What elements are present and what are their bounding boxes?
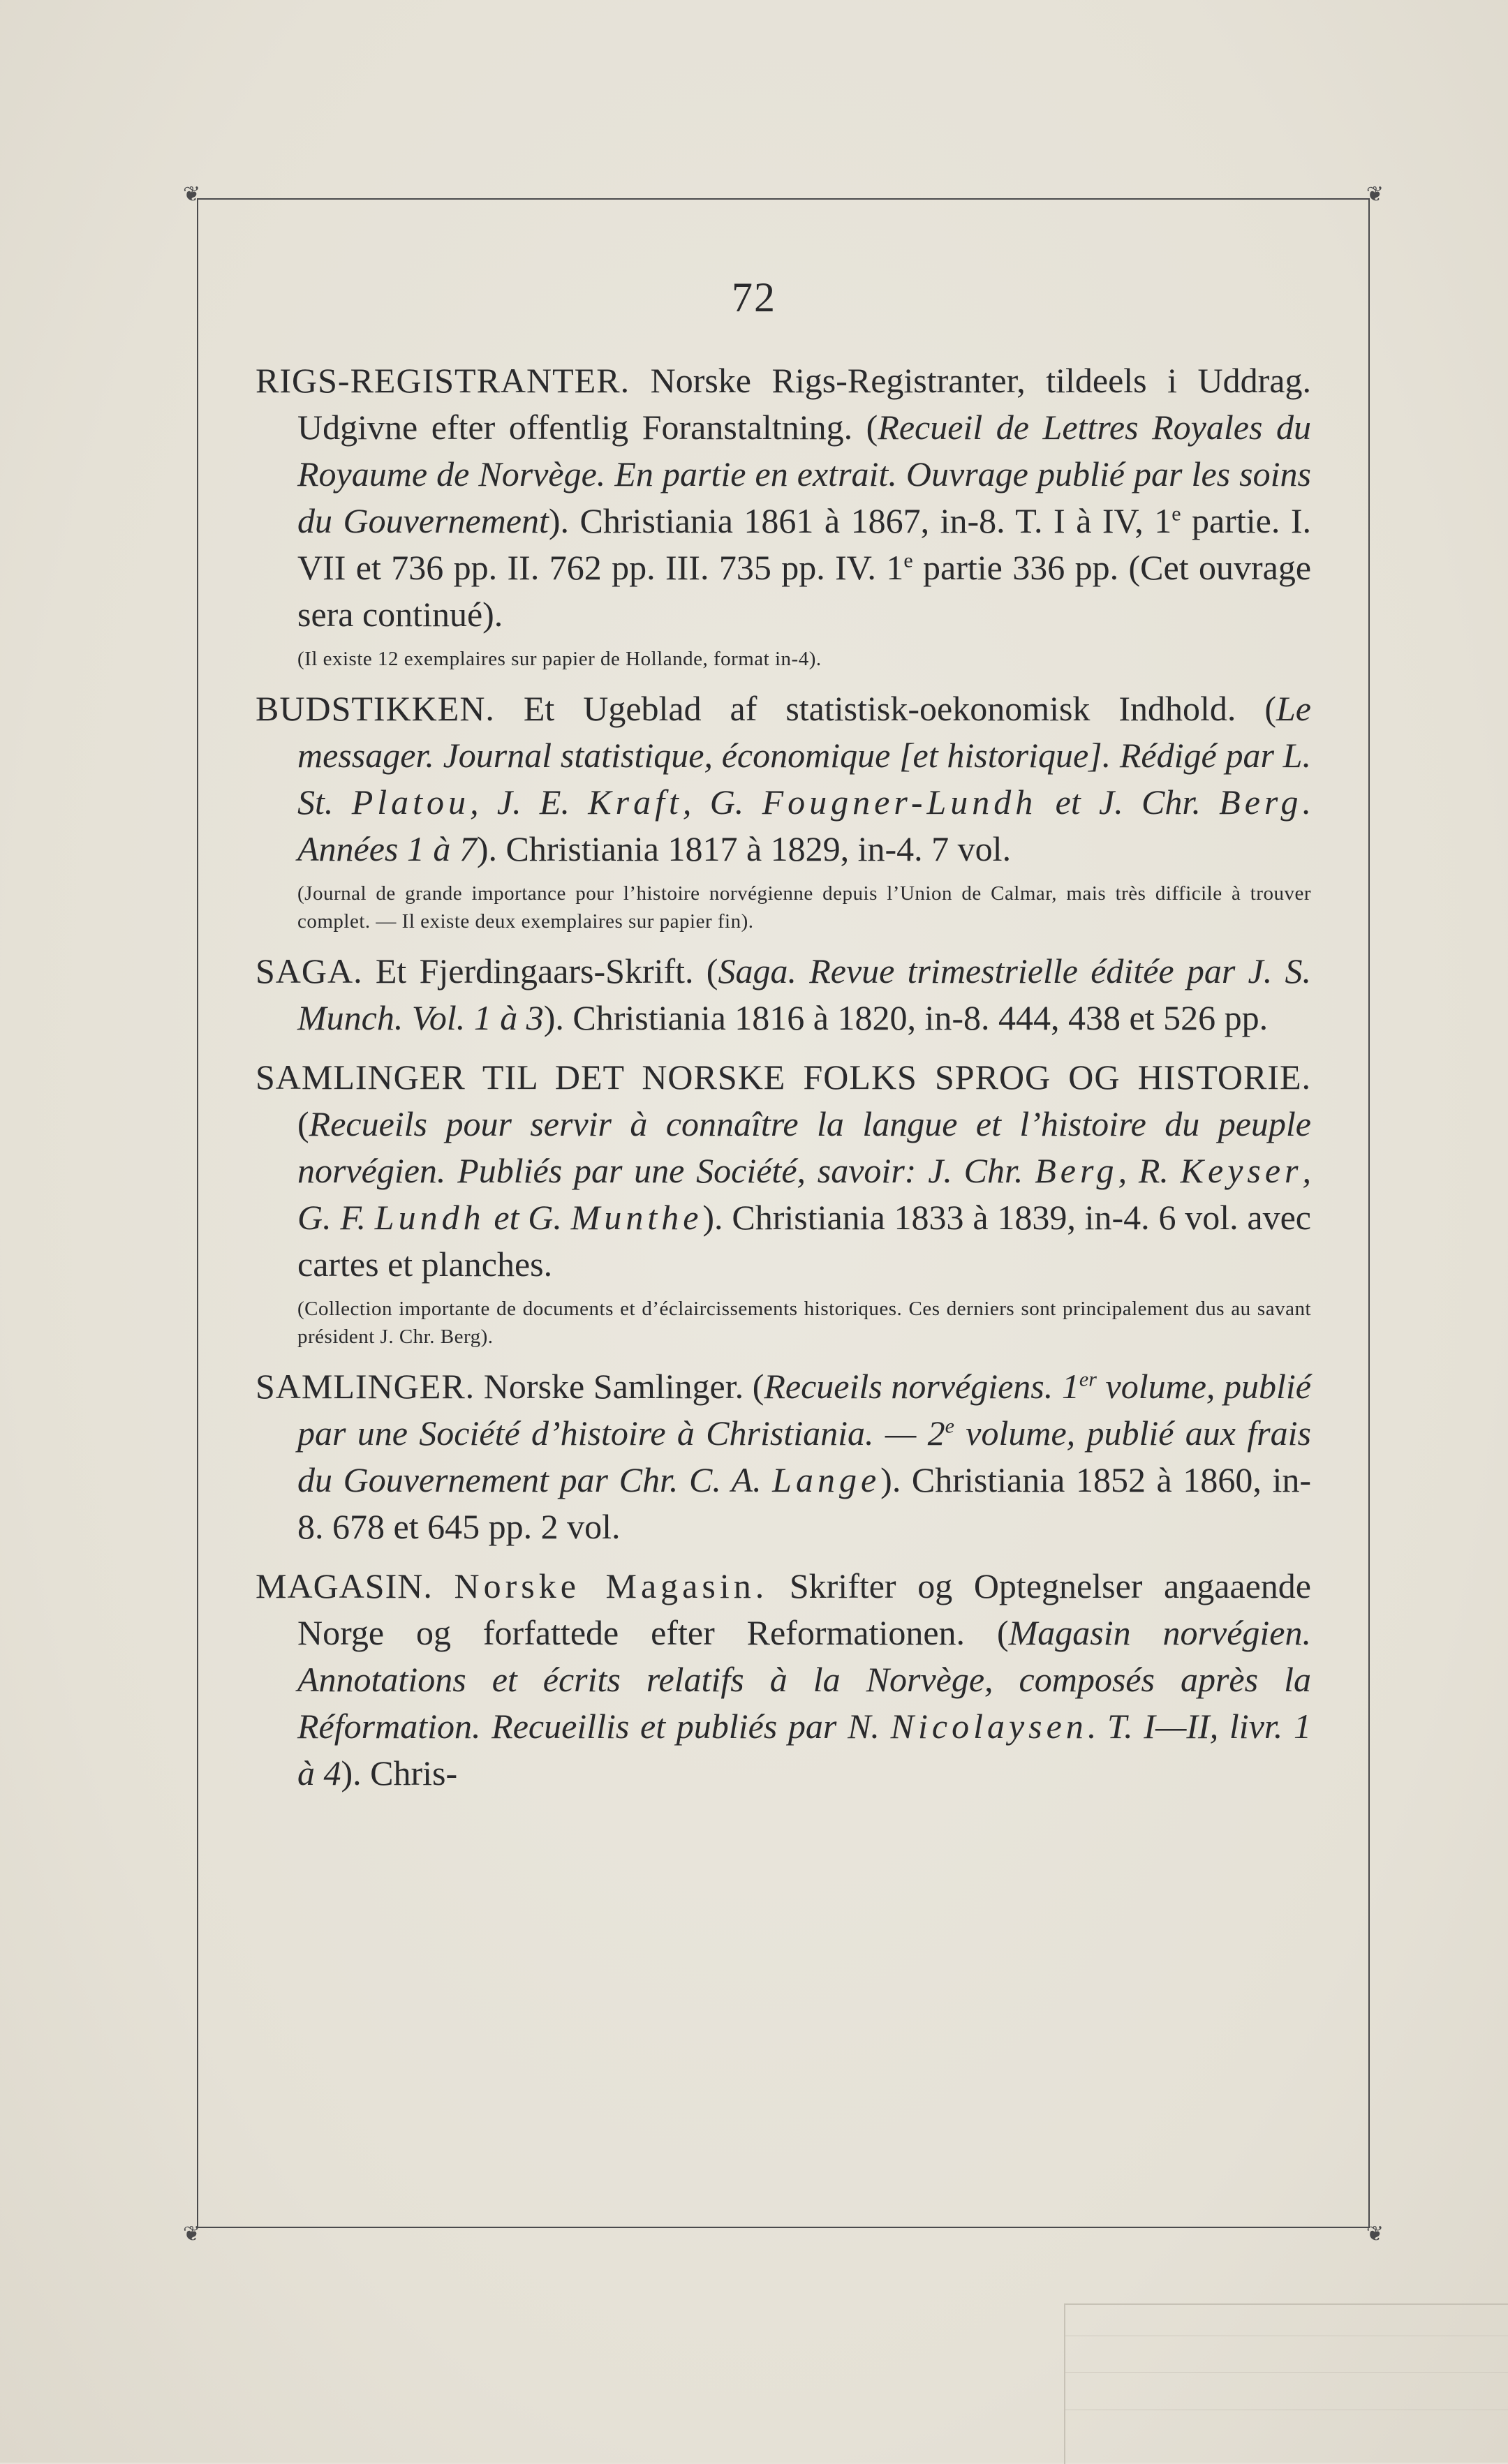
entry-text (256, 357, 1311, 638)
text-run: Skrifter og Optegnelser angaaende Norge og forfattede efter Reformationen. ( (297, 1566, 1311, 1652)
entry-norske-magasin (256, 1563, 1311, 1797)
text-run (433, 1566, 454, 1605)
entry-saga (256, 948, 1311, 1041)
text-run-spaced: Platou (351, 782, 471, 822)
text-run-italic: Le messager. Journal statistique, économique [et historique]. Rédigé par L. St. (297, 689, 1311, 822)
entry-heading: SAGA. (256, 951, 363, 990)
text-run-spaced: Lange (772, 1460, 881, 1499)
text-run-italic: Magasin norvégien. Annotations et écrits relatifs à la Norvège, composés après la Réformation. Recueillis et publiés par N. (297, 1613, 1311, 1746)
text-run: Norske Samlinger. ( (475, 1367, 764, 1406)
text-run: ). Christiania 1816 à 1820, in-8. 444, 438 et 526 pp. (543, 998, 1269, 1037)
text-run-spaced: Norske Magasin. (454, 1566, 769, 1605)
text-run-italic: . Années 1 à 7 (297, 782, 1311, 868)
entry-note: (Collection importante de documents et d’éclaircissements historiques. Ces derniers sont principalement dus au savant président J. Chr. Berg). (297, 1298, 1311, 1348)
corner-ornament-icon: ❦ (1366, 183, 1384, 206)
corner-ornament-icon: ❦ (183, 2222, 201, 2246)
superscript: e (945, 1414, 954, 1438)
text-run-italic: Recueil de Lettres Royales du Royaume de Norvège. En partie en extrait. Ouvrage publié par les soins du Gouvernement (297, 408, 1311, 540)
text-run-italic: volume, publié par une Société d’histoire à Christiania. — 2 (297, 1367, 1311, 1453)
text-run-italic: Recueils pour servir à connaître la langue et l’histoire du peuple norvégien. Publiés par une Société, savoir: J. Chr. (297, 1104, 1311, 1190)
text-run-italic: . T. I—II, livr. 1 à 4 (297, 1707, 1311, 1793)
text-run-italic: , G. (682, 782, 762, 822)
text-run: ). Chris- (341, 1753, 458, 1793)
text-run-spaced: Munthe (570, 1198, 703, 1237)
text-run-spaced: Nicolaysen (890, 1707, 1088, 1746)
page-number: 72 (732, 274, 776, 320)
corner-ornament-icon: ❦ (1366, 2222, 1384, 2246)
entry-note: (Journal de grande importance pour l’histoire norvégienne depuis l’Union de Calmar, mais très difficile à trouver complet. — Il existe deux exemplaires sur papier fin). (297, 882, 1311, 933)
text-run-spaced: Lundh (374, 1198, 485, 1237)
entry-heading: SAMLINGER TIL DET NORSKE FOLKS SPROG OG HISTORIE. (256, 1057, 1311, 1097)
superscript: er (1079, 1367, 1097, 1391)
text-run: Norske Rigs-Registranter, tildeels i Uddrag. Udgivne efter offentlig Foranstaltning. ( (297, 361, 1311, 447)
text-run-spaced: Keyser (1180, 1151, 1303, 1190)
text-run: ). Christiania 1833 à 1839, in-4. 6 vol. avec cartes et planches. (297, 1198, 1311, 1284)
text-run: ). Christiania 1852 à 1860, in-8. 678 et 645 pp. 2 vol. (297, 1460, 1311, 1546)
text-run-spaced: Kraft (588, 782, 683, 822)
text-run-spaced: Berg (1219, 782, 1303, 822)
entry-heading: SAMLINGER. (256, 1367, 475, 1406)
entry-text (256, 1363, 1311, 1550)
text-run: ( (297, 1104, 309, 1143)
text-run-italic: et J. Chr. (1037, 782, 1220, 822)
entry-text (256, 948, 1311, 1041)
bibliography-list (256, 357, 1311, 1809)
entry-heading: BUDSTIKKEN. (256, 689, 495, 728)
entry-rigs-registranter (256, 357, 1311, 673)
scan-label-box (1064, 2303, 1508, 2464)
text-run-italic: , R. (1118, 1151, 1181, 1190)
text-run-spaced: Fougner-Lundh (762, 782, 1037, 822)
text-run-italic: , G. F. (297, 1151, 1311, 1237)
superscript: e (903, 549, 913, 572)
text-run-italic: Recueils norvégiens. 1 (764, 1367, 1079, 1406)
entry-samlinger-til-det-norske (256, 1054, 1311, 1351)
superscript: e (1171, 502, 1181, 526)
text-run: ). Christiania 1861 à 1867, in-8. T. I à IV, 1 (548, 501, 1172, 540)
text-run-italic: , J. E. (470, 782, 589, 822)
text-run-italic: et G. (485, 1198, 571, 1237)
text-run: Et Ugeblad af statistisk-oekonomisk Indhold. ( (494, 689, 1276, 728)
entry-text (256, 1054, 1311, 1288)
text-run: partie. I. VII et 736 pp. II. 762 pp. III. 735 pp. IV. 1 (297, 501, 1311, 587)
text-run-italic: volume, publié aux frais du Gouvernement par Chr. C. A. (297, 1413, 1311, 1499)
entry-note: (Il existe 12 exemplaires sur papier de Hollande, format in-4). (297, 648, 822, 670)
entry-norske-samlinger (256, 1363, 1311, 1550)
entry-text (256, 685, 1311, 873)
text-run-italic: Saga. Revue trimestrielle éditée par J. S. Munch. Vol. 1 à 3 (297, 951, 1311, 1037)
entry-heading: MAGASIN. (256, 1566, 433, 1605)
text-run-spaced: Berg (1035, 1151, 1118, 1190)
text-run: Et Fjerdingaars-Skrift. ( (362, 951, 718, 990)
entry-budstikken (256, 685, 1311, 935)
text-run: partie 336 pp. (Cet ouvrage sera continué). (297, 548, 1312, 634)
entry-heading: RIGS-REGISTRANTER. (256, 361, 630, 400)
divider (1065, 2372, 1508, 2373)
text-run: ). Christiania 1817 à 1829, in-4. 7 vol. (476, 829, 1012, 868)
corner-ornament-icon: ❦ (183, 183, 201, 206)
entry-text (256, 1563, 1311, 1797)
